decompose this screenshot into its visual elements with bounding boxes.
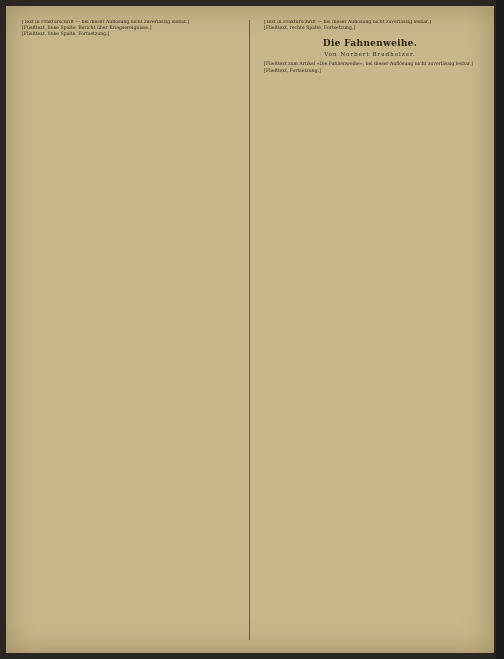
left-column-paragraph: [Fließtext, linke Spalte, Fortsetzung.] bbox=[22, 32, 110, 38]
page-edge bbox=[496, 0, 504, 659]
left-column-paragraph: [Fließtext, linke Spalte: Bericht über Kriegsereignisse.] bbox=[22, 26, 152, 32]
newspaper-page bbox=[6, 6, 494, 653]
article-paragraph: [Fließtext zum Artikel »Die Fahnenweihe«, bei dieser Auflösung nicht zuverlässig lesbar.] bbox=[264, 62, 473, 68]
column-divider bbox=[249, 20, 250, 640]
left-column-paragraph: [Text in Frakturschrift — bei dieser Auflösung nicht zuverlässig lesbar.] bbox=[22, 20, 189, 25]
right-column-paragraph: [Text in Frakturschrift — bei dieser Auflösung nicht zuverlässig lesbar.] bbox=[264, 20, 431, 25]
right-column bbox=[258, 20, 482, 640]
article-byline: Von Norbert Brudholzer. bbox=[324, 52, 416, 59]
article-heading: Die Fahnenweihe. bbox=[322, 39, 418, 50]
article-paragraph: [Fließtext, Fortsetzung.] bbox=[264, 68, 321, 74]
left-column bbox=[16, 20, 240, 640]
right-column-paragraph: [Fließtext, rechte Spalte, Fortsetzung.] bbox=[264, 26, 356, 32]
